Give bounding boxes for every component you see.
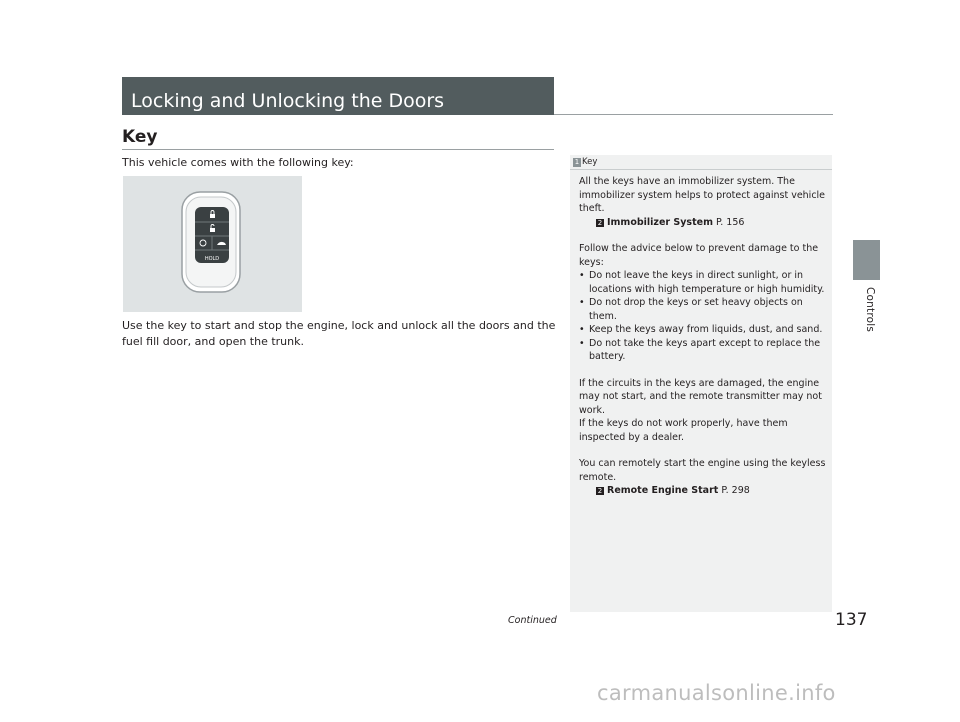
hold-button-label: HOLD: [204, 256, 220, 262]
side-note-box: [570, 155, 832, 612]
reference-page: P. 156: [716, 216, 745, 228]
note-paragraph: All the keys have an immobilizer system. The immobilizer system helps to protect against vehicle theft.: [579, 176, 826, 214]
key-description: [122, 318, 562, 350]
page-number: 137: [835, 610, 868, 630]
note-heading: [573, 157, 597, 167]
page-title: Locking and Unlocking the Doors: [131, 90, 445, 112]
note-paragraph: You can remotely start the engine using the keyless remote.: [579, 458, 826, 483]
care-list-item: • Do not drop the keys or set heavy objects on them.: [579, 296, 827, 323]
care-list: [579, 269, 827, 364]
reference-label: Remote Engine Start: [607, 485, 719, 496]
note-marker-icon: 1: [574, 158, 580, 166]
chapter-tab: [853, 240, 880, 280]
note-paragraph: If the circuits in the keys are damaged, the engine may not start, and the remote transmitter may not work.: [579, 377, 822, 416]
reference-arrow-icon: 2: [597, 487, 603, 495]
note-paragraph: Follow the advice below to prevent damage to the keys:: [579, 243, 819, 268]
chapter-label: Controls: [864, 287, 876, 333]
note-rule: [570, 169, 832, 170]
key-fob-illustration: [123, 176, 302, 312]
note-paragraph: If the keys do not work properly, have them inspected by a dealer.: [579, 418, 788, 443]
care-list-item: • Do not take the keys apart except to replace the battery.: [579, 337, 827, 364]
care-list-item: • Do not leave the keys in direct sunlight, or in locations with high temperature or high humidity.: [579, 269, 827, 296]
section-rule: [122, 149, 554, 150]
watermark-text: carmanualsonline.info: [597, 681, 836, 705]
reference-label: Immobilizer System: [607, 216, 713, 228]
care-list-item: • Keep the keys away from liquids, dust, and sand.: [579, 323, 827, 337]
section-title: Key: [122, 127, 158, 147]
page-title-banner: [122, 77, 554, 115]
reference-immobilizer-system[interactable]: [579, 216, 827, 230]
intro-text: This vehicle comes with the following key:: [122, 156, 354, 169]
note-heading-text: Key: [582, 157, 598, 167]
reference-remote-engine-start[interactable]: [579, 484, 827, 498]
reference-arrow-icon: 2: [597, 218, 603, 227]
header-rule: [554, 114, 833, 115]
key-fob-icon: [123, 176, 302, 312]
reference-page: P. 298: [721, 485, 750, 496]
note-body: [579, 175, 827, 498]
description-text: Use the key to start and stop the engine, lock and unlock all the doors and the fuel fill door, and open the trunk.: [122, 319, 556, 348]
continued-label: Continued: [508, 615, 557, 626]
